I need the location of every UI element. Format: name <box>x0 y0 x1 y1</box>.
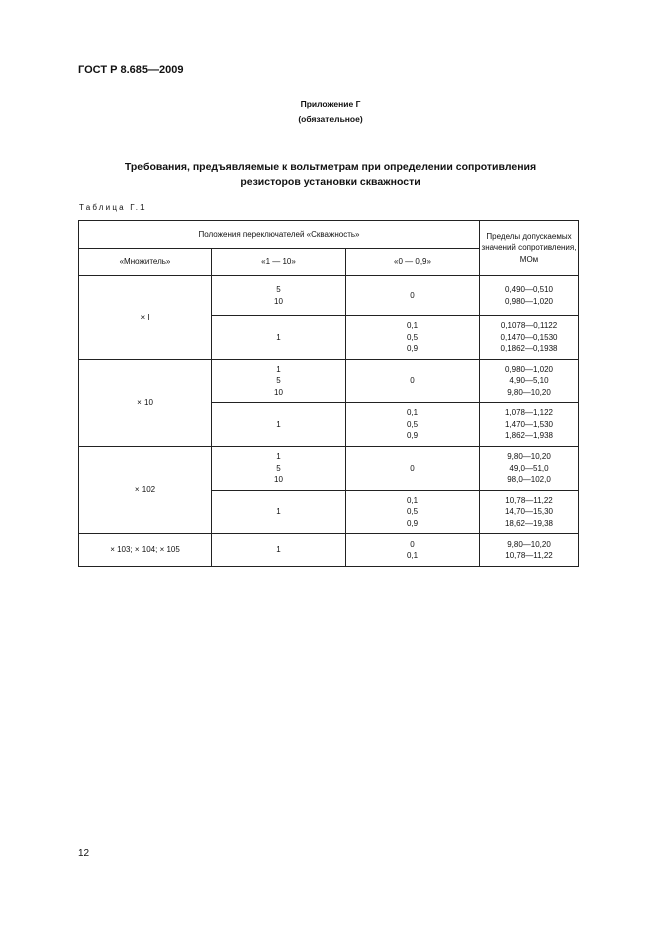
multiplier-cell: × 102 <box>79 447 212 534</box>
limits-cell <box>480 360 579 403</box>
range-1-10-cell <box>212 316 346 360</box>
cell-value: 0,1 <box>406 551 419 560</box>
cell-value: 1,862—1,938 <box>504 431 554 441</box>
header-range-0-09: «0 — 0,9» <box>346 249 480 276</box>
multiplier-cell: × 10 <box>79 360 212 447</box>
range-0-09-cell <box>346 360 480 403</box>
header-range-1-10: «1 — 10» <box>212 249 346 276</box>
limits-cell <box>480 534 579 567</box>
cell-value: 4,90—5,10 <box>509 376 549 386</box>
cell-value: 0 <box>410 290 415 300</box>
range-1-10-cell <box>212 360 346 403</box>
table-body <box>79 221 579 567</box>
range-1-10-cell <box>212 534 346 567</box>
header-limits-line: Пределы допускаемых <box>486 231 572 241</box>
cell-value: 0 <box>410 539 415 549</box>
range-0-09-cell <box>346 276 480 316</box>
page-number: 12 <box>78 848 90 859</box>
cell-value: 1 <box>276 507 281 517</box>
cell-value: 10 <box>274 387 283 397</box>
section-title <box>0 160 661 190</box>
limits-cell <box>480 276 579 316</box>
cell-value: 5 <box>276 463 281 473</box>
cell-value: 5 <box>276 376 281 386</box>
table-caption: Таблица Г.1 <box>79 203 147 212</box>
cell-value: 1,078—1,122 <box>504 408 554 418</box>
cell-value: 0,1862—0,1938 <box>500 344 558 354</box>
section-title-line2: резисторов установки скважности <box>240 176 421 188</box>
resistance-table <box>78 220 579 567</box>
cell-value: 1 <box>276 364 281 374</box>
cell-value: 1 <box>276 419 281 429</box>
appendix-status: (обязательное) <box>298 114 363 124</box>
table-row <box>79 447 579 491</box>
document-header: ГОСТ Р 8.685—2009 <box>78 64 184 76</box>
cell-value: 0,490—0,510 <box>504 285 554 294</box>
appendix-label: Приложение Г <box>300 99 361 109</box>
cell-value: 0,9 <box>406 431 419 441</box>
cell-value: 0,9 <box>406 344 419 354</box>
range-0-09-cell <box>346 403 480 447</box>
cell-value: 0 <box>410 376 415 386</box>
limits-cell <box>480 316 579 360</box>
range-1-10-cell <box>212 403 346 447</box>
cell-value: 9,80—10,20 <box>507 452 551 462</box>
table-header-row <box>79 221 579 249</box>
multiplier-cell: × 103; × 104; × 105 <box>79 534 212 567</box>
range-0-09-cell <box>346 447 480 491</box>
range-0-09-cell <box>346 534 480 567</box>
cell-value: 0,1 <box>406 321 419 331</box>
cell-value: 5 <box>276 285 281 294</box>
cell-value: 0,9 <box>406 518 419 528</box>
section-title-line1: Требования, предъявляемые к вольтметрам при определении сопротивления <box>124 161 537 173</box>
cell-value: 1 <box>276 545 281 555</box>
limits-cell <box>480 447 579 491</box>
cell-value: 0,980—1,020 <box>504 296 554 306</box>
table-row <box>79 534 579 567</box>
appendix-heading <box>0 97 661 127</box>
header-multiplier: «Множитель» <box>79 249 212 276</box>
cell-value: 10 <box>274 296 283 306</box>
range-0-09-cell <box>346 491 480 534</box>
limits-cell <box>480 491 579 534</box>
cell-value: 18,62—19,38 <box>504 518 554 528</box>
cell-value: 14,70—15,30 <box>504 507 554 517</box>
cell-value: 0,1078—0,1122 <box>500 321 558 331</box>
range-0-09-cell <box>346 316 480 360</box>
cell-value: 1,470—1,530 <box>504 419 554 429</box>
cell-value: 10,78—11,22 <box>505 495 553 505</box>
cell-value: 10,78—11,22 <box>505 551 553 560</box>
cell-value: 0,5 <box>406 507 419 517</box>
range-1-10-cell <box>212 491 346 534</box>
cell-value: 49,0—51,0 <box>509 463 549 473</box>
cell-value: 1 <box>276 452 281 462</box>
cell-value: 10 <box>274 475 283 485</box>
range-1-10-cell <box>212 276 346 316</box>
cell-value: 0 <box>410 463 415 473</box>
header-switch-positions: Положения переключателей «Скважность» <box>79 221 480 249</box>
table-row <box>79 360 579 403</box>
cell-value: 0,1 <box>406 495 419 505</box>
cell-value: 1 <box>276 332 281 342</box>
cell-value: 9,80—10,20 <box>507 387 551 397</box>
cell-value: 98,0—102,0 <box>507 475 551 485</box>
range-1-10-cell <box>212 447 346 491</box>
cell-value: 0,5 <box>406 332 419 342</box>
limits-cell <box>480 403 579 447</box>
cell-value: 9,80—10,20 <box>507 539 551 549</box>
cell-value: 0,1470—0,1530 <box>500 332 558 342</box>
cell-value: 0,980—1,020 <box>504 364 554 374</box>
header-limits-line: значений сопротивления, <box>481 243 577 253</box>
header-resistance-limits <box>480 221 579 276</box>
cell-value: 0,1 <box>406 408 419 418</box>
header-limits-line: МОм <box>519 254 539 264</box>
multiplier-cell: × I <box>79 276 212 360</box>
cell-value: 0,5 <box>406 419 419 429</box>
table-row <box>79 276 579 316</box>
